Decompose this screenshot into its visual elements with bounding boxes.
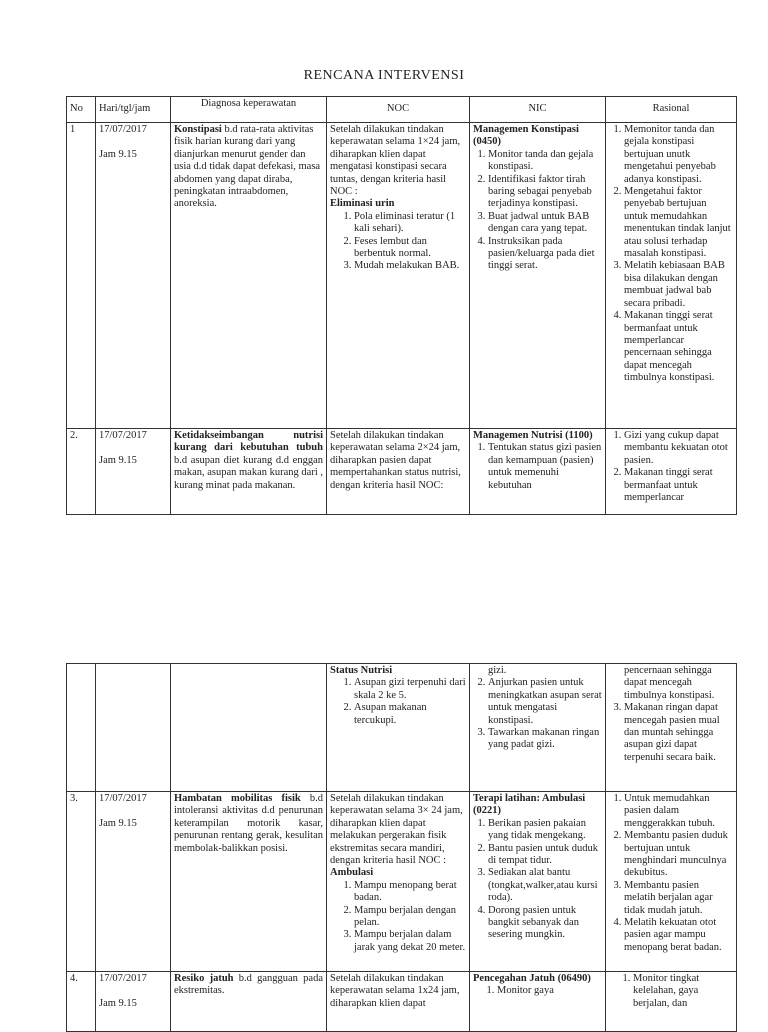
list-item: 1. Tentukan status gizi pasien dan kemampuan (pasien) untuk memenuhi kebutuhan	[488, 442, 602, 492]
noc-intro: Setelah dilakukan tindakan keperawatan selama 2×24 jam, diharapkan pasien dapat mempertahankan status nutrisi, dengan kriteria hasil NOC:	[330, 430, 461, 491]
list-item: 4. Dorong pasien untuk bangkit sebanyak dan sesering mungkin.	[488, 905, 602, 942]
list-item: 1. Monitor gaya	[497, 985, 602, 997]
list-item: 3. Mudah melakukan BAB.	[354, 260, 466, 272]
list-item: 3. Membantu pasien melatih berjalan agar tidak mudah jatuh.	[624, 880, 733, 917]
noc-list	[330, 677, 466, 727]
row-time: Jam 9.15	[99, 149, 137, 161]
table-row-continuation	[67, 664, 737, 792]
rational-cell	[606, 792, 737, 972]
noc-cell	[327, 429, 470, 515]
row-number: 3.	[67, 792, 96, 972]
noc-intro: Setelah dilakukan tindakan keperawatan selama 3× 24 jam, diharapkan klien dapat melakukan pergerakan fisik ekstremitas secara mandiri, dengan kriteria hasil NOC :	[330, 793, 463, 867]
noc-title: Status Nutrisi	[330, 665, 393, 676]
row-date-cell	[96, 972, 171, 1032]
diagnosis-title: Hambatan mobilitas fisik	[174, 793, 301, 804]
header-diagnosis: Diagnosa keperawatan	[171, 97, 327, 123]
diagnosis-text: b.d intoleransi aktivitas d.d penurunan keterampilan motorik kasar, penurunan rentang gerak, kesulitan membolak-balikkan posisi.	[174, 793, 323, 854]
page-title: RENCANA INTERVENSI	[303, 68, 465, 83]
nic-cell	[470, 972, 606, 1032]
diagnosis-cell	[171, 792, 327, 972]
nic-list	[473, 442, 602, 492]
header-rational: Rasional	[606, 97, 737, 123]
diagnosis-text: b.d rata-rata aktivitas fisik harian kurang dari yang dianjurkan menurut gender dan usia d.d tidak dapat defekasi, masa abdomen yang dapat diraba, peningkatan intraabdomen, anoreksia.	[174, 124, 321, 210]
list-item: 2. Makanan tinggi serat bermanfaat untuk memperlancar	[624, 467, 733, 504]
nic-cell	[470, 664, 606, 792]
noc-cell	[327, 123, 470, 429]
diagnosis-text: b.d asupan diet kurang d.d enggan makan, asupan makan kurang dari , kurang minat pada makanan.	[174, 454, 323, 491]
diagnosis-title: Konstipasi	[174, 124, 222, 135]
rational-list	[609, 430, 733, 504]
nic-cell	[470, 429, 606, 515]
list-item: 1. Asupan gizi terpenuhi dari skala 2 ke 5.	[354, 677, 466, 702]
rational-cell	[606, 429, 737, 515]
list-item: 1. Gizi yang cukup dapat membantu kekuatan otot pasien.	[624, 430, 733, 467]
row-date-cell	[96, 792, 171, 972]
noc-cell	[327, 792, 470, 972]
row-time: Jam 9.15	[99, 998, 137, 1010]
noc-title: Ambulasi	[330, 867, 374, 879]
list-item: 2. Feses lembut dan berbentuk normal.	[354, 236, 466, 261]
diagnosis-title: Ketidakseimbangan nutrisi kurang dari kebutuhan tubuh	[174, 430, 323, 454]
list-item: 3. Buat jadwal untuk BAB dengan cara yang tepat.	[488, 211, 602, 236]
nic-list	[473, 818, 602, 942]
list-item: 4. Melatih kekuatan otot pasien agar mampu menopang berat badan.	[624, 917, 733, 954]
header-nic: NIC	[470, 97, 606, 123]
row-number: 1	[67, 123, 96, 429]
nic-lead: gizi.	[488, 665, 507, 676]
list-item: 1. Monitor tanda dan gejala konstipasi.	[488, 149, 602, 174]
list-item: 1. Berikan pasien pakaian yang tidak mengekang.	[488, 818, 602, 843]
row-number: 2.	[67, 429, 96, 515]
header-no: No	[67, 97, 96, 123]
row-date-cell	[96, 123, 171, 429]
header-noc: NOC	[327, 97, 470, 123]
list-item: 3. Makanan ringan dapat mencegah pasien mual dan muntah sehingga asupan gizi dapat terpenuhi secara baik.	[624, 702, 733, 764]
noc-intro: Setelah dilakukan tindakan keperawatan selama 1x24 jam, diharapkan klien dapat	[330, 973, 460, 1009]
diagnosis-cell	[171, 972, 327, 1032]
rational-lead: pencernaan sehingga dapat mencegah timbulnya konstipasi.	[624, 665, 715, 701]
list-item: 2. Membantu pasien duduk bertujuan untuk menghindari munculnya dekubitus.	[624, 830, 733, 880]
list-item: 2. Bantu pasien untuk duduk di tempat tidur.	[488, 843, 602, 868]
noc-cell	[327, 664, 470, 792]
nic-cell	[470, 792, 606, 972]
list-item: 1. Untuk memudahkan pasien dalam menggerakkan tubuh.	[624, 793, 733, 830]
list-item: 2. Mampu berjalan dengan pelan.	[354, 905, 466, 930]
nic-title: Managemen Konstipasi (0450)	[473, 124, 579, 148]
rational-list	[609, 124, 733, 385]
diagnosis-cell	[171, 123, 327, 429]
list-item: 3. Melatih kebiasaan BAB bisa dilakukan dengan membuat jadwal bab secara pribadi.	[624, 260, 733, 310]
row-date: 17/07/2017	[99, 124, 147, 135]
list-item: 2. Anjurkan pasien untuk meningkatkan asupan serat untuk mengatasi konstipasi.	[488, 677, 602, 727]
list-item: 4. Makanan tinggi serat bermanfaat untuk memperlancar pencernaan sehingga dapat mencegah timbulnya konstipasi.	[624, 310, 733, 384]
rational-list	[609, 973, 733, 1010]
table-row	[67, 972, 737, 1032]
list-item: 3. Tawarkan makanan ringan yang padat gizi.	[488, 727, 602, 752]
row-time: Jam 9.15	[99, 818, 137, 830]
table-row	[67, 429, 737, 515]
nic-list	[473, 149, 602, 273]
row-number: 4.	[67, 972, 96, 1032]
list-item: 4. Instruksikan pada pasien/keluarga pada diet tinggi serat.	[488, 236, 602, 273]
diagnosis-title: Resiko jatuh	[174, 973, 234, 984]
row-time: Jam 9.15	[99, 455, 137, 467]
list-item: 3. Mampu berjalan dalam jarak yang dekat 20 meter.	[354, 929, 466, 954]
row-date: 17/07/2017	[99, 430, 147, 441]
list-item: 1. Pola eliminasi teratur (1 kali sehari).	[354, 211, 466, 236]
rational-cell	[606, 664, 737, 792]
list-item: 1. Memonitor tanda dan gejala konstipasi bertujuan unutk mengetahui penyebab adanya konstipasi.	[624, 124, 733, 186]
noc-intro: Setelah dilakukan tindakan keperawatan selama 1×24 jam, diharapkan klien dapat mengatasi konstipasi secara tuntas, dengan kriteria hasil NOC :	[330, 124, 461, 198]
table-row	[67, 792, 737, 972]
nic-title: Pencegahan Jatuh (06490)	[473, 973, 591, 984]
noc-list	[330, 880, 466, 954]
table-header-row	[67, 97, 737, 123]
list-item: 2. Mengetahui faktor penyebab bertujuan untuk memudahkan menentukan tindak lanjut atau solusi terhadap masalah konstipasi.	[624, 186, 733, 260]
list-item: 2. Asupan makanan tercukupi.	[354, 702, 466, 727]
rational-cell	[606, 972, 737, 1032]
list-item: 1. Monitor tingkat kelelahan, gaya berjalan, dan	[633, 973, 733, 1010]
row-date-cell	[96, 429, 171, 515]
list-item: 2. Identifikasi faktor tirah baring sebagai penyebab terjadinya konstipasi.	[488, 174, 602, 211]
nic-title: Terapi latihan: Ambulasi (0221)	[473, 793, 586, 817]
header-date: Hari/tgl/jam	[96, 97, 171, 123]
rational-list	[609, 793, 733, 954]
table-row	[67, 123, 737, 429]
noc-list	[330, 211, 466, 273]
noc-cell	[327, 972, 470, 1032]
nic-cell	[470, 123, 606, 429]
diagnosis-cell	[171, 429, 327, 515]
rational-list	[609, 702, 733, 764]
intervention-table-page-1	[66, 96, 737, 515]
nic-list	[473, 985, 602, 997]
list-item: 1. Mampu menopang berat badan.	[354, 880, 466, 905]
list-item: 3. Sediakan alat bantu (tongkat,walker,atau kursi roda).	[488, 867, 602, 904]
nic-title: Managemen Nutrisi (1100)	[473, 430, 593, 441]
row-date: 17/07/2017	[99, 793, 147, 804]
nic-list	[473, 677, 602, 751]
row-date: 17/07/2017	[99, 973, 147, 984]
diagnosis-text: b.d gangguan pada ekstremitas.	[174, 973, 323, 997]
noc-title: Eliminasi urin	[330, 198, 395, 210]
rational-cell	[606, 123, 737, 429]
intervention-table-page-2	[66, 663, 737, 1032]
